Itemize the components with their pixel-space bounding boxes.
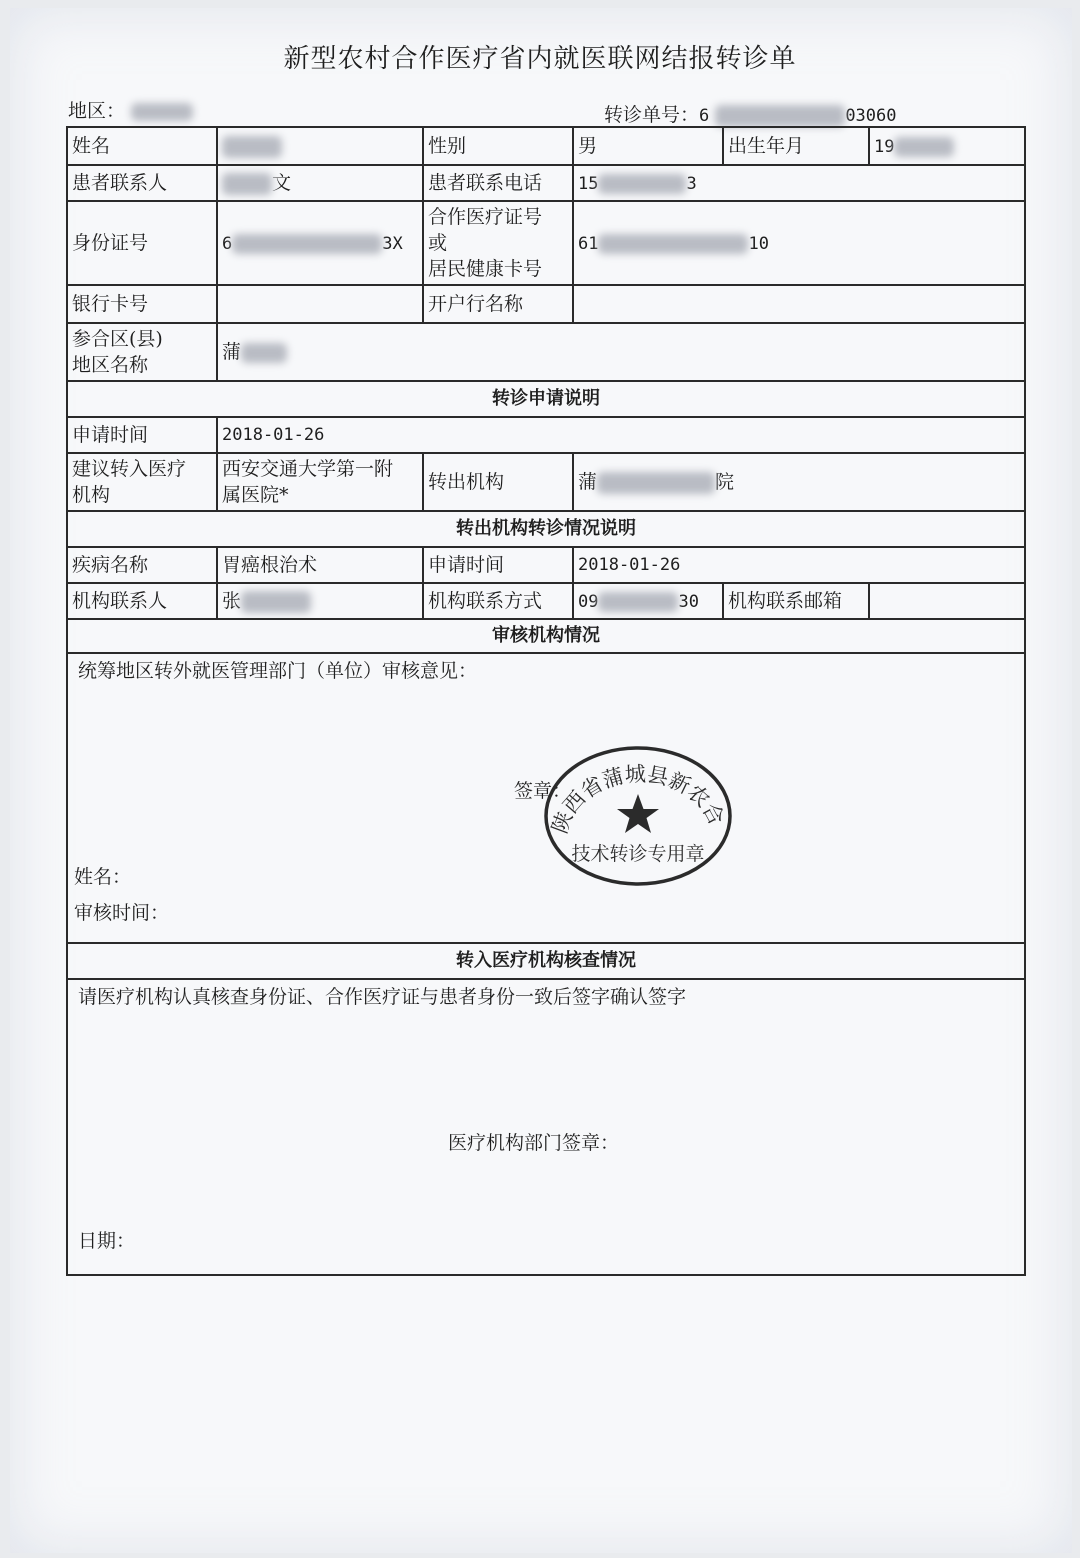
redacted-coop-card bbox=[598, 234, 748, 254]
origin-institution-prefix: 蒲 bbox=[578, 471, 598, 493]
redacted-birth bbox=[894, 137, 954, 157]
coop-card-prefix: 61 bbox=[578, 233, 599, 254]
application-time-value: 2018-01-26 bbox=[217, 417, 1025, 453]
contact-method-label: 机构联系方式 bbox=[423, 583, 573, 619]
name-label: 姓名 bbox=[67, 127, 217, 165]
district-value bbox=[217, 323, 1025, 381]
application-time-label: 申请时间 bbox=[67, 417, 217, 453]
coop-card-label-line2: 或 bbox=[428, 232, 448, 254]
row-target-institution bbox=[67, 453, 1025, 511]
contact-suffix: 文 bbox=[272, 172, 292, 194]
district-prefix: 蒲 bbox=[222, 341, 242, 363]
phone-value bbox=[573, 165, 1025, 201]
verify-date-label: 日期： bbox=[78, 1230, 136, 1252]
district-label-line2: 地区名称 bbox=[72, 354, 149, 376]
origin-time-label: 申请时间 bbox=[423, 547, 573, 583]
row-application-time bbox=[67, 417, 1025, 453]
contact-value bbox=[217, 165, 423, 201]
institution-contact-value bbox=[217, 583, 423, 619]
redacted-referral-number bbox=[715, 105, 845, 127]
referral-form-table bbox=[66, 126, 1026, 1276]
verify-section-title: 转入医疗机构核查情况 bbox=[67, 943, 1025, 979]
origin-section-title: 转出机构转诊情况说明 bbox=[67, 511, 1025, 547]
stamp-top-text: 陕西省蒲城县新农合 bbox=[547, 761, 729, 837]
name-value bbox=[217, 127, 423, 165]
verify-body bbox=[67, 979, 1025, 1275]
phone-label: 患者联系电话 bbox=[423, 165, 573, 201]
target-institution-label bbox=[67, 453, 217, 511]
document-title: 新型农村合作医疗省内就医联网结报转诊单 bbox=[283, 44, 797, 74]
referral-number-field bbox=[604, 100, 897, 127]
coop-card-label bbox=[423, 201, 573, 285]
redacted-district bbox=[241, 343, 287, 363]
region-field bbox=[68, 96, 193, 123]
redacted-phone bbox=[598, 174, 686, 194]
id-suffix: 3X bbox=[382, 233, 403, 254]
dept-seal-label: 医疗机构部门签章： bbox=[448, 1132, 620, 1154]
row-review-section bbox=[67, 619, 1025, 653]
row-verify-section bbox=[67, 943, 1025, 979]
phone-prefix: 15 bbox=[578, 173, 599, 194]
district-label bbox=[67, 323, 217, 381]
verify-instruction: 请医疗机构认真核查身份证、合作医疗证与患者身份一致后签字确认签字 bbox=[78, 986, 687, 1008]
birth-label: 出生年月 bbox=[723, 127, 869, 165]
institution-email-value bbox=[869, 583, 1025, 619]
redacted-contact-method bbox=[598, 592, 678, 612]
coop-card-label-line1: 合作医疗证号 bbox=[428, 206, 543, 228]
target-institution-label-line2: 机构 bbox=[72, 484, 111, 506]
star-icon bbox=[617, 794, 659, 833]
target-institution-value-line2: 属医院* bbox=[222, 484, 289, 506]
bank-name-label: 开户行名称 bbox=[423, 285, 573, 323]
birth-prefix: 19 bbox=[874, 136, 895, 157]
contact-method-prefix: 09 bbox=[578, 591, 599, 612]
referral-number-prefix: 6 bbox=[699, 106, 710, 126]
row-origin-section bbox=[67, 511, 1025, 547]
redacted-origin-institution bbox=[597, 472, 715, 494]
row-bank bbox=[67, 285, 1025, 323]
bank-name-value bbox=[573, 285, 1025, 323]
target-institution-value bbox=[217, 453, 423, 511]
contact-method-value bbox=[573, 583, 723, 619]
district-label-line1: 参合区(县) bbox=[72, 328, 163, 350]
review-section-title: 审核机构情况 bbox=[67, 619, 1025, 653]
official-stamp bbox=[540, 742, 736, 888]
stamp-bottom-text: 技术转诊专用章 bbox=[571, 843, 705, 865]
redacted-name bbox=[222, 136, 282, 158]
contact-method-suffix: 30 bbox=[678, 591, 699, 612]
coop-card-value bbox=[573, 201, 1025, 285]
review-time-label: 审核时间： bbox=[74, 902, 170, 924]
bank-card-value bbox=[217, 285, 423, 323]
region-label: 地区： bbox=[68, 100, 126, 122]
id-value bbox=[217, 201, 423, 285]
row-institution-contact bbox=[67, 583, 1025, 619]
disease-label: 疾病名称 bbox=[67, 547, 217, 583]
gender-label: 性别 bbox=[423, 127, 573, 165]
origin-institution-value bbox=[573, 453, 1025, 511]
id-prefix: 6 bbox=[222, 233, 233, 254]
origin-institution-label: 转出机构 bbox=[423, 453, 573, 511]
origin-institution-suffix: 院 bbox=[715, 471, 735, 493]
coop-card-suffix: 10 bbox=[748, 233, 769, 254]
contact-label: 患者联系人 bbox=[67, 165, 217, 201]
bank-card-label: 银行卡号 bbox=[67, 285, 217, 323]
redacted-region bbox=[131, 103, 193, 121]
review-opinion-label: 统筹地区转外就医管理部门（单位）审核意见： bbox=[78, 660, 478, 682]
review-seal-label: 签章： bbox=[514, 780, 572, 802]
target-institution-value-line1: 西安交通大学第一附 bbox=[222, 458, 394, 480]
disease-value: 胃癌根治术 bbox=[217, 547, 423, 583]
gender-value: 男 bbox=[573, 127, 723, 165]
redacted-institution-contact bbox=[241, 591, 311, 613]
row-district bbox=[67, 323, 1025, 381]
institution-email-label: 机构联系邮箱 bbox=[723, 583, 869, 619]
institution-contact-prefix: 张 bbox=[222, 590, 242, 612]
row-contact bbox=[67, 165, 1025, 201]
redacted-id bbox=[232, 234, 382, 254]
institution-contact-label: 机构联系人 bbox=[67, 583, 217, 619]
row-verify-body bbox=[67, 979, 1025, 1275]
application-section-title: 转诊申请说明 bbox=[67, 381, 1025, 417]
referral-number-label: 转诊单号： bbox=[604, 104, 700, 126]
redacted-contact bbox=[222, 173, 272, 195]
origin-time-value: 2018-01-26 bbox=[573, 547, 1025, 583]
target-institution-label-line1: 建议转入医疗 bbox=[72, 458, 187, 480]
row-name bbox=[67, 127, 1025, 165]
row-disease bbox=[67, 547, 1025, 583]
row-id bbox=[67, 201, 1025, 285]
id-label: 身份证号 bbox=[67, 201, 217, 285]
phone-suffix: 3 bbox=[686, 173, 697, 194]
row-application-section bbox=[67, 381, 1025, 417]
referral-number-suffix: 03060 bbox=[845, 106, 897, 126]
birth-value bbox=[869, 127, 1025, 165]
review-name-label: 姓名： bbox=[74, 866, 132, 888]
coop-card-label-line3: 居民健康卡号 bbox=[428, 258, 543, 280]
